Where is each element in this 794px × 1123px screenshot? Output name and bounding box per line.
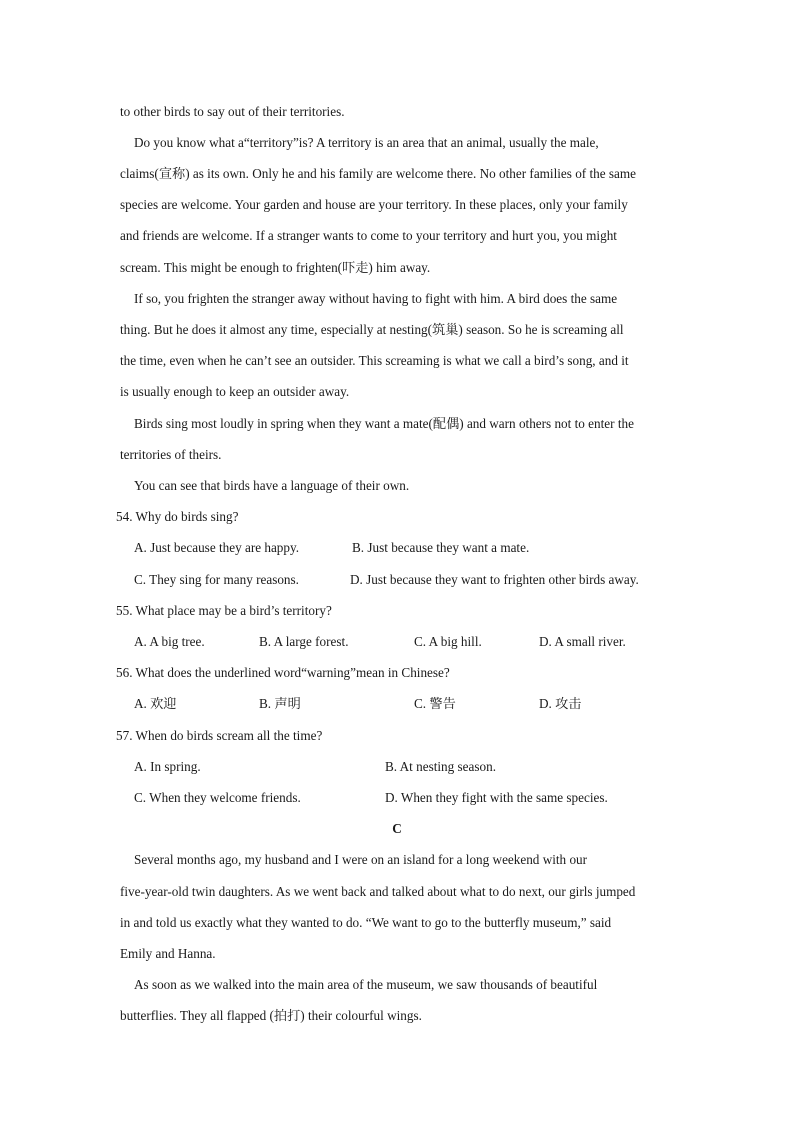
answer-option: B. Just because they want a mate. [352,540,530,555]
passage-line: Emily and Hanna. [120,946,216,961]
answer-option: B. A large forest. [259,634,349,649]
passage-line: and friends are welcome. If a stranger wants to come to your territory and hurt you, you might [120,228,617,243]
answer-option: B. 声明 [259,696,301,711]
answer-option: C. They sing for many reasons. [134,572,299,587]
passage-line: scream. This might be enough to frighten(吓走) him away. [120,260,431,275]
passage-line: As soon as we walked into the main area of the museum, we saw thousands of beautiful [134,977,598,992]
passage-line: If so, you frighten the stranger away without having to fight with him. A bird does the same [134,291,618,306]
question-stem: 56. What does the underlined word“warning”mean in Chinese? [116,665,450,680]
answer-option: D. A small river. [539,634,626,649]
passage-line: Birds sing most loudly in spring when they want a mate(配偶) and warn others not to enter the [134,416,634,431]
answer-option: D. When they fight with the same species. [385,790,608,805]
passage-line: thing. But he does it almost any time, especially at nesting(筑巢) season. So he is screaming all [120,322,624,337]
passage-line: is usually enough to keep an outsider away. [120,384,350,399]
answer-option: B. At nesting season. [385,759,496,774]
passage-line: the time, even when he can’t see an outsider. This screaming is what we call a bird’s song, and it [120,353,629,368]
passage-line: butterflies. They all flapped (拍打) their colourful wings. [120,1008,422,1023]
passage-line: claims(宣称) as its own. Only he and his family are welcome there. No other families of the same [120,166,636,181]
answer-option: D. 攻击 [539,696,582,711]
answer-option: A. 欢迎 [134,696,177,711]
passage-line: in and told us exactly what they wanted to do. “We want to go to the butterfly museum,” said [120,915,612,930]
answer-option: A. Just because they are happy. [134,540,300,555]
passage-line: territories of theirs. [120,447,222,462]
answer-option: C. A big hill. [414,634,482,649]
answer-option: C. When they welcome friends. [134,790,301,805]
question-stem: 57. When do birds scream all the time? [116,728,323,743]
answer-option: A. In spring. [134,759,201,774]
passage-line: You can see that birds have a language of their own. [134,478,410,493]
passage-line: five-year-old twin daughters. As we went back and talked about what to do next, our girls jumped [120,884,636,899]
answer-option: C. 警告 [414,696,456,711]
passage-line: species are welcome. Your garden and house are your territory. In these places, only your family [120,197,628,212]
answer-option: A. A big tree. [134,634,205,649]
answer-option: D. Just because they want to frighten other birds away. [350,572,639,587]
section-heading: C [392,821,402,836]
passage-line: to other birds to say out of their territories. [120,104,345,119]
question-stem: 54. Why do birds sing? [116,509,239,524]
passage-line: Do you know what a“territory”is? A territory is an area that an animal, usually the male, [134,135,599,150]
question-stem: 55. What place may be a bird’s territory? [116,603,332,618]
passage-line: Several months ago, my husband and I were on an island for a long weekend with our [134,852,588,867]
